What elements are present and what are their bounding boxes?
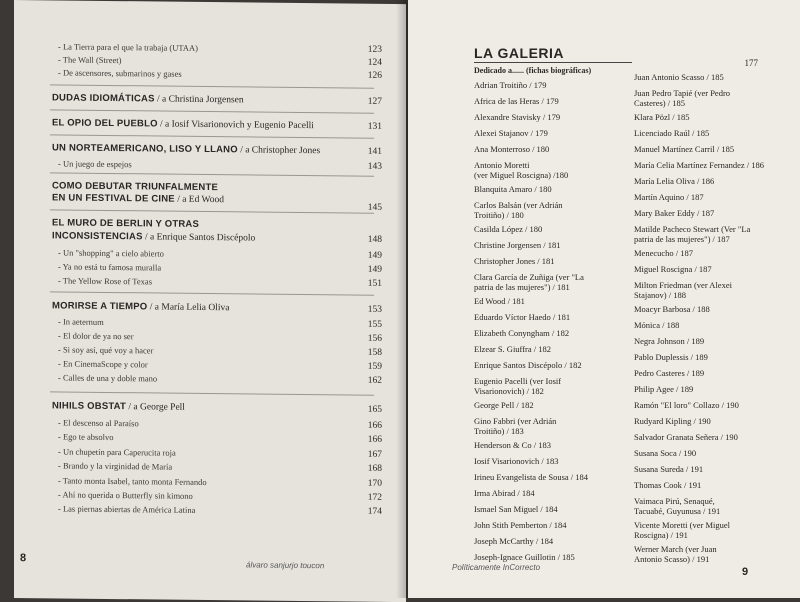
gallery-entry: Ana Monterroso / 180 — [474, 144, 550, 154]
gallery-entry: Gino Fabbri (ver Adrián Troitiño) / 183 — [474, 416, 557, 436]
gallery-entry: Casilda López / 180 — [474, 224, 543, 234]
gallery-entry: Ramón "El loro" Collazo / 190 — [634, 400, 739, 410]
toc-subentry-title: - De ascensores, submarinos y gases — [58, 67, 182, 79]
toc-heading — [52, 117, 382, 132]
toc-subentry-title: - Ahí no querida o Butterfly sin kimono — [58, 489, 193, 501]
gallery-entry: Elzear S. Giuffra / 182 — [474, 344, 552, 354]
divider — [50, 134, 374, 138]
divider — [50, 109, 374, 113]
page-number: 8 — [20, 552, 27, 565]
gallery-entry: Matilde Pacheco Stewart (Ver "La patria de las mujeres") / 187 — [634, 224, 751, 244]
page-ref: 159 — [367, 361, 382, 372]
page-title: LA GALERIA — [474, 45, 565, 61]
toc-heading-dedicatee: / a Iosif Visarionovich y Eugenio Pacelli — [157, 119, 314, 132]
page-ref: 126 — [367, 70, 382, 81]
toc-subentry — [52, 66, 382, 82]
gallery-entry: Juan Antonio Scasso / 185 — [634, 72, 724, 82]
gallery-entry: Blanquita Amaro / 180 — [474, 184, 552, 194]
page-ref: 149 — [367, 250, 382, 261]
book-footer: Políticamente InCorrecto — [452, 563, 541, 572]
gallery-entry: George Pell / 182 — [474, 400, 534, 410]
toc-heading — [52, 192, 382, 213]
page-number-top: 177 — [744, 58, 758, 68]
page-ref: 170 — [367, 478, 382, 489]
gallery-entry: Africa de las Heras / 179 — [474, 96, 559, 106]
toc-heading-title: UN NORTEAMERICANO, LISO Y LLANO — [52, 142, 238, 156]
divider — [50, 84, 374, 88]
toc-heading-title: MORIRSE A TIEMPO — [52, 300, 148, 313]
left-page — [14, 0, 406, 602]
gallery-entry: María Lelia Oliva / 186 — [634, 176, 715, 186]
toc-subentry-title: - Si soy así, qué voy a hacer — [58, 344, 154, 356]
page-ref: 145 — [367, 202, 382, 213]
toc-subentry — [52, 459, 382, 475]
gallery-entry: Susana Soca / 190 — [634, 448, 697, 458]
toc-heading-title: EN UN FESTIVAL DE CINE — [52, 192, 175, 205]
gallery-entry: Mary Baker Eddy / 187 — [634, 208, 715, 218]
gallery-entry: Susana Sureda / 191 — [634, 464, 704, 474]
gallery-entry: Vaimaca Pirú, Senaqué, Tacuabé, Guyunusa / 191 — [634, 496, 721, 516]
gallery-entry: Werner March (ver Juan Antonio Scasso) / 191 — [634, 544, 717, 564]
gallery-entry: Christine Jorgensen / 181 — [474, 240, 561, 250]
gallery-entry: Antonio Moretti (ver Miguel Roscigna) /180 — [474, 160, 569, 180]
page-ref: 153 — [367, 304, 382, 315]
page-ref: 158 — [367, 347, 382, 358]
gallery-entry: Salvador Granata Señera / 190 — [634, 432, 738, 442]
toc-heading-title: COMO DEBUTAR TRIUNFALMENTE — [52, 180, 218, 194]
gallery-entry: Christopher Jones / 181 — [474, 256, 555, 266]
toc-subentry-title: - Ego te absolvo — [58, 431, 114, 443]
gallery-entry: Adrian Troitiño / 179 — [474, 80, 547, 90]
page-ref: 156 — [367, 333, 382, 344]
page-ref: 148 — [367, 234, 382, 245]
toc-heading — [52, 300, 382, 315]
gallery-entry: Licenciado Raúl / 185 — [634, 128, 710, 138]
toc-heading-dedicatee: / a Christopher Jones — [237, 145, 321, 157]
gallery-entry: Manuel Martínez Carril / 185 — [634, 144, 735, 154]
dedication: Dedicado a...... (fichas biográficas) — [474, 66, 592, 75]
page-ref: 165 — [367, 404, 382, 415]
gallery-entry: Vicente Moretti (ver Miguel Roscigna) / 191 — [634, 520, 731, 540]
page-ref: 168 — [367, 463, 382, 474]
page-ref: 174 — [367, 506, 382, 517]
page-ref: 151 — [367, 278, 382, 289]
page-ref: 155 — [367, 319, 382, 330]
toc-heading-dedicatee: / a Ed Wood — [174, 194, 225, 206]
page-ref: 124 — [367, 57, 382, 68]
toc-subentry — [52, 371, 382, 387]
toc-heading-title: NIHILS OBSTAT — [52, 400, 127, 413]
divider — [474, 62, 632, 63]
book-footer: álvaro sanjurjo toucon — [246, 560, 325, 571]
gallery-entry: María Celia Martínez Fernandez / 186 — [634, 160, 765, 170]
toc-subentry-title: - Tanto monta Isabel, tanto monta Fernando — [58, 475, 207, 488]
gallery-entry: Philip Agee / 189 — [634, 384, 694, 394]
gallery-entry: Eduardo Víctor Haedo / 181 — [474, 312, 571, 322]
toc-subentry-title: - Un "shopping" a cielo abierto — [58, 247, 164, 259]
toc-heading — [52, 142, 382, 157]
page-ref: 166 — [367, 434, 382, 445]
toc-subentry-title: - Calles de una y doble mano — [58, 372, 158, 384]
toc-heading-dedicatee: / a Christina Jorgensen — [154, 94, 244, 106]
gallery-entry: Mónica / 188 — [634, 320, 680, 330]
gallery-entry: Eugenio Pacelli (ver Iosif Visarionovich) / 182 — [474, 376, 562, 396]
toc-heading-title: DUDAS IDIOMÁTICAS — [52, 92, 155, 105]
gallery-entry: Pedro Casteres / 189 — [634, 368, 705, 378]
gallery-entry: Alexandre Stavisky / 179 — [474, 112, 561, 122]
toc-subentry-title: - En CinemaScope y color — [58, 358, 148, 370]
toc-heading-title: INCONSISTENCIAS — [52, 230, 143, 243]
page-ref: 166 — [367, 420, 382, 431]
page-ref: 131 — [367, 121, 382, 132]
toc-subentry-title: - La Tierra para el que la trabaja (UTAA) — [58, 41, 198, 53]
gallery-entry: Irineu Evangelista de Sousa / 184 — [474, 472, 589, 482]
gallery-entry: Moacyr Barbosa / 188 — [634, 304, 710, 314]
toc-subentry — [52, 157, 382, 173]
toc-heading-title: EL OPIO DEL PUEBLO — [52, 117, 158, 130]
gallery-entry: Alexei Stajanov / 179 — [474, 128, 548, 138]
page-ref: 143 — [367, 161, 382, 172]
toc-subentry-title: - The Yellow Rose of Texas — [58, 275, 153, 287]
gallery-entry: Joseph-Ignace Guillotin / 185 — [474, 552, 575, 562]
toc-heading — [52, 92, 382, 107]
toc-heading — [52, 230, 382, 245]
gallery-entry: John Stith Pemberton / 184 — [474, 520, 567, 530]
right-page — [408, 0, 800, 598]
toc-subentry-title: - The Wall (Street) — [58, 54, 122, 66]
gallery-entry: Elizabeth Conyngham / 182 — [474, 328, 570, 338]
toc-subentry — [52, 274, 382, 290]
divider — [50, 291, 374, 295]
gallery-entry: Rudyard Kipling / 190 — [634, 416, 711, 426]
gallery-entry: Clara García de Zuñiga (ver "La patria de las mujeres") / 181 — [474, 272, 584, 292]
gallery-entry: Ismael San Miguel / 184 — [474, 504, 558, 514]
gallery-entry: Milton Friedman (ver Alexei Stajanov) / 188 — [634, 280, 732, 300]
page-ref: 172 — [367, 492, 382, 503]
toc-heading-dedicatee: / a María Lelia Oliva — [147, 302, 230, 314]
gallery-entry: Thomas Cook / 191 — [634, 480, 702, 490]
toc-subentry-title: - Ya no está tu famosa muralla — [58, 261, 162, 273]
toc-subentry-title: - El descenso al Paraíso — [58, 417, 139, 429]
gallery-entry: Miguel Roscigna / 187 — [634, 264, 712, 274]
page-ref: 149 — [367, 264, 382, 275]
toc-subentry-title: - Las piernas abiertas de América Latina — [58, 503, 196, 515]
toc-subentry-title: - Un juego de espejos — [58, 158, 132, 170]
gallery-entry: Klara Pözl / 185 — [634, 112, 690, 122]
page-ref: 123 — [367, 44, 382, 55]
toc-heading-dedicatee: / a Enrique Santos Discépolo — [142, 232, 256, 244]
gallery-entry: Enrique Santos Discépolo / 182 — [474, 360, 582, 370]
page-ref: 141 — [367, 146, 382, 157]
gallery-entry: Negra Johnson / 189 — [634, 336, 705, 346]
divider — [50, 391, 374, 395]
toc-subentry — [52, 502, 382, 518]
toc-subentry-title: - El dolor de ya no ser — [58, 330, 134, 342]
toc-heading — [52, 400, 382, 415]
gallery-entry: Joseph McCarthy / 184 — [474, 536, 554, 546]
toc-subentry — [52, 430, 382, 446]
toc-heading-dedicatee: / a George Pell — [126, 402, 185, 413]
gallery-entry: Pablo Duplessis / 189 — [634, 352, 708, 362]
toc-subentry-title: - Un chupetín para Caperucita roja — [58, 446, 176, 458]
toc-subentry-title: - In aeternum — [58, 316, 104, 327]
gallery-entry: Iosif Visarionovich / 183 — [474, 456, 559, 466]
toc-subentry-title: - Brando y la virginidad de María — [58, 460, 173, 472]
divider — [50, 209, 374, 213]
gallery-entry: Irma Abirad / 184 — [474, 488, 535, 498]
toc-heading-title: EL MURO DE BERLIN Y OTRAS — [52, 217, 199, 230]
gallery-entry: Martín Aquino / 187 — [634, 192, 704, 202]
gallery-entry: Ed Wood / 181 — [474, 296, 525, 306]
page-ref: 167 — [367, 449, 382, 460]
page-number: 9 — [742, 566, 749, 578]
gallery-entry: Henderson & Co / 183 — [474, 440, 551, 450]
gallery-entry: Carlos Balsán (ver Adrián Troitiño) / 180 — [474, 200, 563, 220]
gallery-entry: Juan Pedro Tapié (ver Pedro Casteres) / 185 — [634, 88, 731, 108]
gallery-entry: Menecucho / 187 — [634, 248, 694, 258]
toc-list — [14, 0, 406, 517]
page-ref: 127 — [367, 96, 382, 107]
page-ref: 162 — [367, 375, 382, 386]
